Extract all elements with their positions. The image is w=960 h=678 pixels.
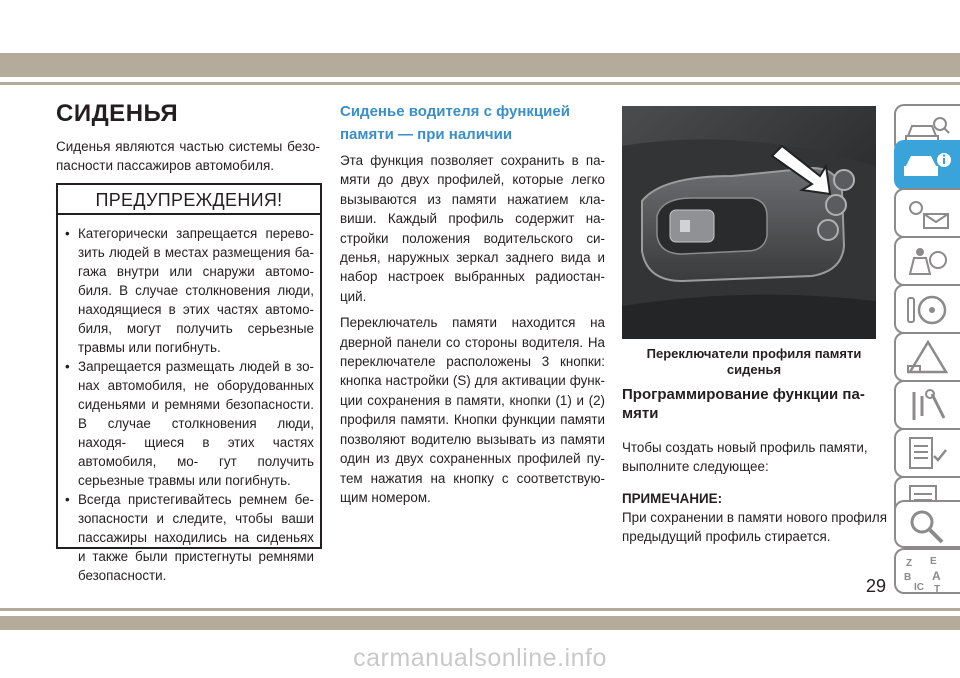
seats-section (56, 100, 320, 175)
programming-paragraph: Чтобы создать новый профиль памяти, выполните следующее: (622, 440, 868, 474)
airbag-safety-icon (902, 242, 952, 282)
page-number: 29 (866, 576, 887, 596)
door-panel-illustration (622, 106, 876, 339)
warning-title: ПРЕДУПРЕЖДЕНИЯ! (58, 185, 320, 215)
tab-car-info[interactable] (894, 140, 960, 190)
memory-paragraph-1: Эта функция позволяет сохранить в па- мяти до двух профилей, которые легко вызываются из памяти нажатием кла- виши. Каждый профиль содержит на- стройки положения водительского си- денья, наружных зеркал заднего вида и набор настроек выбранных радиостан- ций. (340, 153, 605, 304)
tab-service[interactable] (894, 380, 960, 430)
svg-text:E: E (930, 556, 937, 567)
bottom-decorative-band (0, 616, 960, 630)
svg-text:IC: IC (914, 582, 924, 593)
warning-box (56, 183, 322, 583)
alphabet-index-icon (902, 554, 952, 594)
car-info-icon (902, 146, 952, 186)
section-title: СИДЕНЬЯ (56, 100, 179, 127)
svg-text:B: B (904, 572, 912, 583)
hazard-triangle-icon (902, 338, 952, 378)
tab-steering-wheel[interactable] (894, 284, 960, 334)
watermark: carmanualsonline.info (353, 644, 607, 672)
bottom-rule (0, 608, 960, 611)
svg-text:A: A (932, 569, 941, 583)
memory-seat-title: Сиденье водителя с функцией памяти — при наличии (340, 103, 570, 143)
dashboard-lights-icon (902, 194, 952, 234)
magnifier-icon (902, 506, 952, 546)
note-text: При сохранении в памяти нового профиля предыдущий профиль стирается. (622, 510, 887, 544)
tab-alphabet-index[interactable] (894, 548, 960, 594)
top-decorative-band (0, 53, 960, 77)
wrench-service-icon (902, 386, 952, 426)
tab-checklist[interactable] (894, 428, 960, 478)
warning-item: • Категорически запрещается перево- зить людей в местах размещения ба- гажа внутри или снаружи автомо- биля. В случае столкновения люди, находящиеся в этих частях автомо- биля, могут получить серьезные травмы или погибнуть. (65, 226, 314, 355)
steering-wheel-icon (902, 290, 952, 330)
bullet: • (65, 359, 70, 374)
warning-list (58, 215, 320, 585)
svg-text:T: T (934, 584, 941, 594)
programming-section (622, 385, 888, 546)
note-heading: ПРИМЕЧАНИЕ: (622, 491, 723, 506)
checklist-icon (902, 434, 952, 474)
warning-item: • Запрещается размещать людей в зо- нах автомобиля, не оборудованных сиденьями и ремнями безопасности. В случае столкновения люди, находя- щиеся в этих частях автомобиля, мо- гут получить серьезные травмы или погибнуть. (65, 359, 314, 488)
tab-dashboard-lights[interactable] (894, 188, 960, 238)
bullet: • (65, 226, 70, 241)
svg-text:Z: Z (906, 558, 913, 569)
programming-title: Программирование функции па- мяти (622, 386, 865, 422)
door-panel-memory-switch-photo (622, 106, 876, 339)
tab-hazard[interactable] (894, 332, 960, 382)
memory-paragraph-2: Переключатель памяти находится на дверной панели со стороны водителя. На переключателе расположены 3 кнопки: кнопка настройки (S) для активации функ- ции сохранения в памяти, кнопки (1) и (2) профиля памяти. Кнопки функции памяти позволяют водителю вызывать из памяти один из двух сохраненных профилей пу- тем нажатия на кнопку с соответствую- щим номером. (340, 315, 605, 505)
tab-search[interactable] (894, 500, 960, 548)
bullet: • (65, 492, 70, 507)
section-intro: Сиденья являются частью системы безо- пасности пассажиров автомобиля. (56, 139, 320, 173)
top-rule (0, 82, 960, 85)
memory-seat-section (340, 100, 605, 514)
tab-airbag-safety[interactable] (894, 236, 960, 286)
figure-caption: Переключатели профиля памяти сиденья (646, 346, 862, 377)
warning-item: • Всегда пристегивайтесь ремнем бе- зопасности и следите, чтобы ваши пассажиры находились на сиденьях и также были пристегнуты ремнями безопасности. (65, 492, 314, 583)
